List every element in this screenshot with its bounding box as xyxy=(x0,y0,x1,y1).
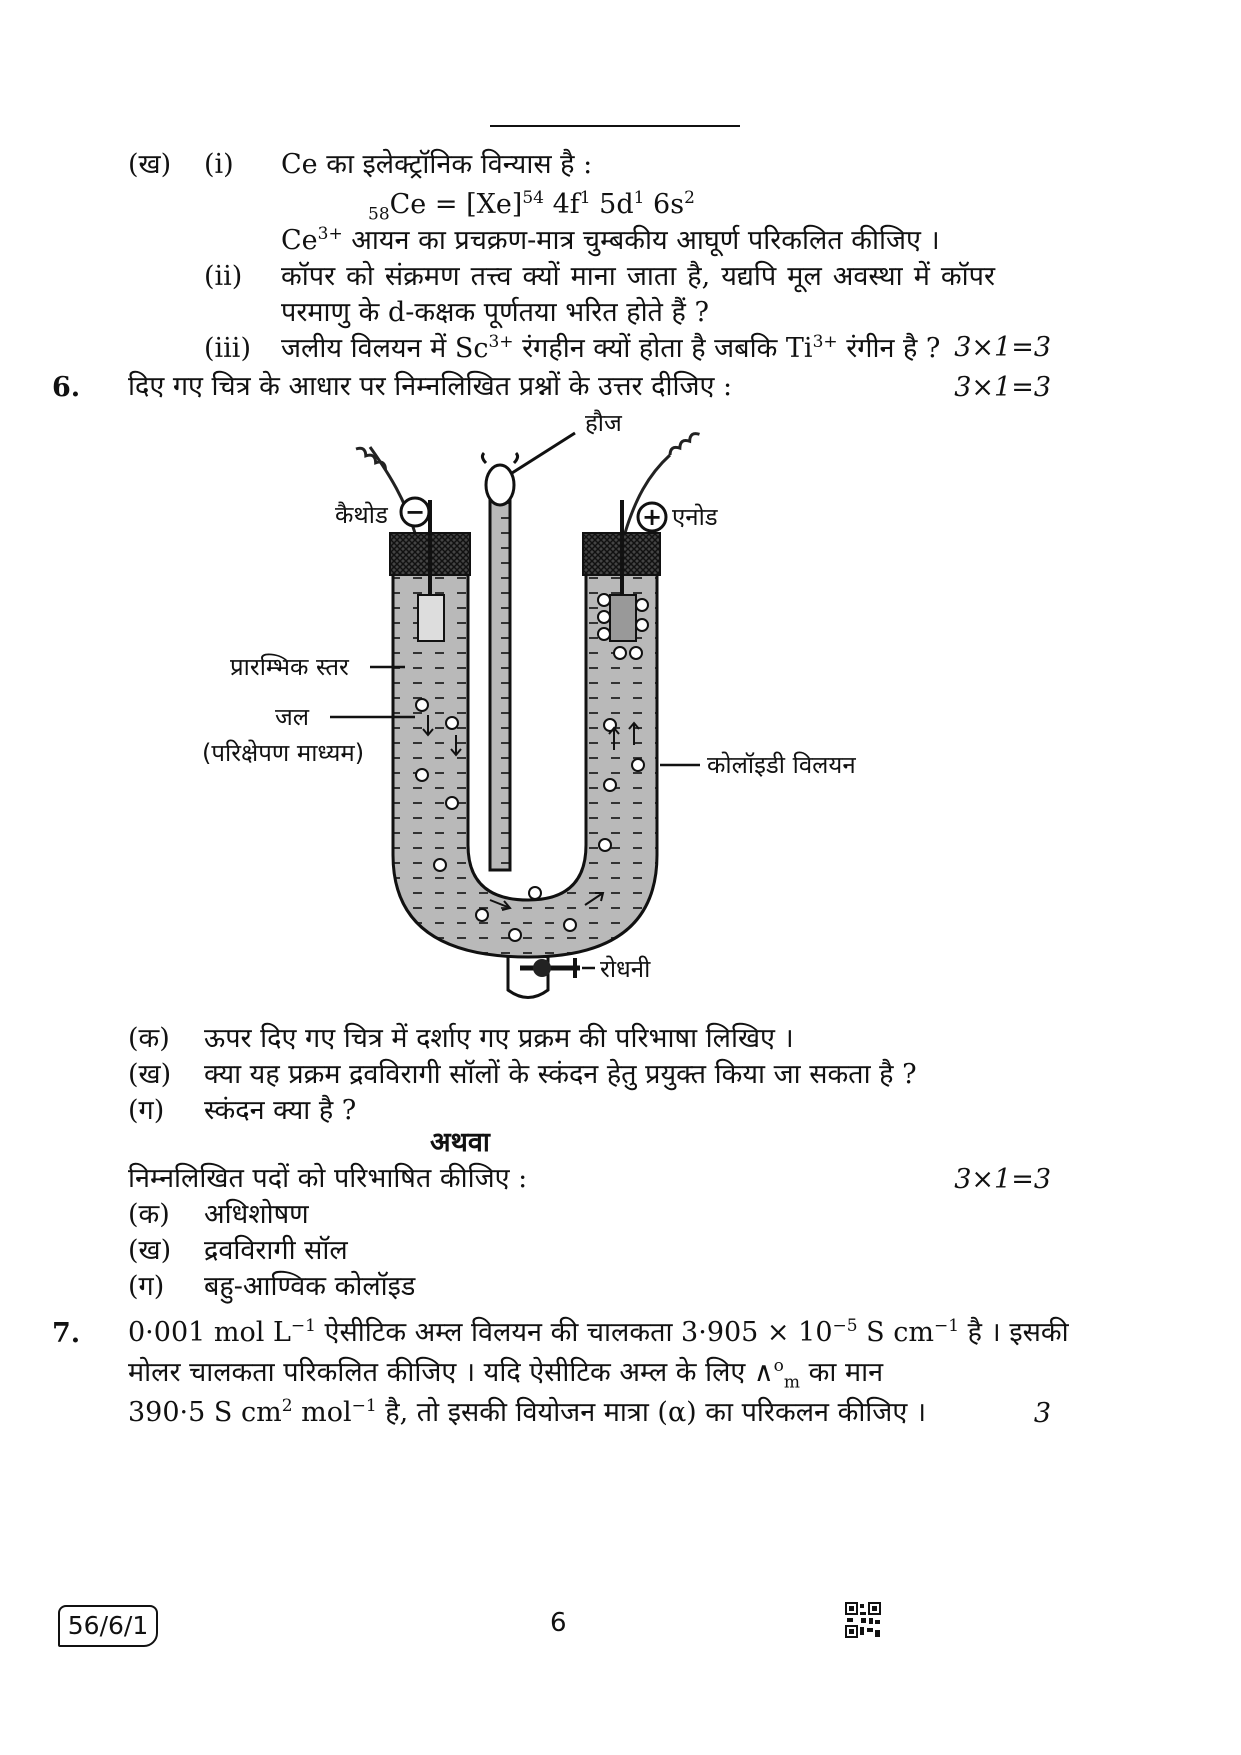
q6-part-text: क्या यह प्रक्रम द्रवविरागी सॉलों के स्कंदन हेतु प्रयुक्त किया जा सकता है ? xyxy=(204,1059,917,1090)
label-colloidal: कोलॉइडी विलयन xyxy=(707,751,856,779)
term-label: (क) xyxy=(128,1199,170,1230)
q5-i-formula: $_{58}Ce = [Xe]^{54}$ $4f^1$ $5d^1$ $6s^2$ xyxy=(368,188,695,225)
qr-code-icon xyxy=(845,1602,881,1638)
q7-line3: 390·5 S $cm^2$ mol$^{-1}$ है, तो इसकी वियोजन मात्रा (α) का परिकलन कीजिए । xyxy=(128,1396,927,1428)
q7-line1: 0·001 mol $L^{-1}$ ऐसीटिक अम्ल विलयन की चालकता $3\cdot 905 \times 10^{-5}$ S $cm^{-1}$ है । इसकी xyxy=(128,1316,1069,1348)
label-water: जल xyxy=(275,703,310,731)
q6-part-label: (क) xyxy=(128,1023,170,1054)
q5-marks: 3×1=3 xyxy=(954,332,1051,363)
q7-line2: मोलर चालकता परिकलित कीजिए । यदि ऐसीटिक अम्ल के लिए ∧$^o_m$ का मान xyxy=(128,1356,884,1393)
q7-number: 7. xyxy=(52,1318,81,1349)
term-text: बहु-आण्विक कोलॉइड xyxy=(204,1271,416,1302)
label-cathode: कैथोड xyxy=(335,501,388,529)
define-marks: 3×1=3 xyxy=(954,1164,1051,1195)
q5-iii-number: (iii) xyxy=(204,333,251,364)
or-heading: अथवा xyxy=(430,1127,490,1158)
q5-i-line3: $Ce^{3+}$ आयन का प्रचक्रण-मात्र चुम्बकीय आघूर्ण परिकलित कीजिए । xyxy=(281,224,940,256)
term-text: अधिशोषण xyxy=(204,1199,309,1230)
q5-part-label: (ख) xyxy=(128,149,172,180)
term-label: (ग) xyxy=(128,1271,165,1302)
top-rule xyxy=(490,125,740,127)
electrophoresis-diagram xyxy=(190,405,950,1010)
q5-i-line1: Ce का इलेक्ट्रॉनिक विन्यास है : xyxy=(281,149,593,180)
cathode-sign: − xyxy=(404,498,426,526)
label-stopcock: रोधनी xyxy=(600,955,651,983)
label-medium: (परिक्षेपण माध्यम) xyxy=(202,739,365,767)
define-text: निम्नलिखित पदों को परिभाषित कीजिए : xyxy=(128,1163,528,1194)
q6-part-label: (ख) xyxy=(128,1059,172,1090)
q5-i-number: (i) xyxy=(204,149,234,180)
q6-marks: 3×1=3 xyxy=(954,372,1051,403)
q5-ii-line2: परमाणु के d-कक्षक पूर्णतया भरित होते हैं ? xyxy=(281,297,709,328)
q6-part-label: (ग) xyxy=(128,1095,165,1126)
page-number: 6 xyxy=(550,1608,567,1638)
q6-text: दिए गए चित्र के आधार पर निम्नलिखित प्रश्नों के उत्तर दीजिए : xyxy=(128,371,733,402)
label-anode: एनोड xyxy=(672,503,718,531)
q5-ii-line1: कॉपर को संक्रमण तत्त्व क्यों माना जाता है, यद्यपि मूल अवस्था में कॉपर xyxy=(281,261,995,292)
label-initial-level: प्रारम्भिक स्तर xyxy=(230,653,349,681)
term-text: द्रवविरागी सॉल xyxy=(204,1235,348,1266)
q5-ii-number: (ii) xyxy=(204,261,243,292)
q7-marks: 3 xyxy=(1033,1398,1051,1429)
q5-iii-text: जलीय विलयन में $Sc^{3+}$ रंगहीन क्यों होता है जबकि $Ti^{3+}$ रंगीन है ? xyxy=(281,332,941,364)
anode-sign: + xyxy=(641,503,663,531)
term-label: (ख) xyxy=(128,1235,172,1266)
q6-part-text: स्कंदन क्या है ? xyxy=(204,1095,357,1126)
q6-number: 6. xyxy=(52,372,81,403)
q6-part-text: ऊपर दिए गए चित्र में दर्शाए गए प्रक्रम की परिभाषा लिखिए । xyxy=(204,1023,794,1054)
label-hose: हौज xyxy=(585,409,622,437)
paper-code: 56/6/1 xyxy=(58,1605,158,1647)
